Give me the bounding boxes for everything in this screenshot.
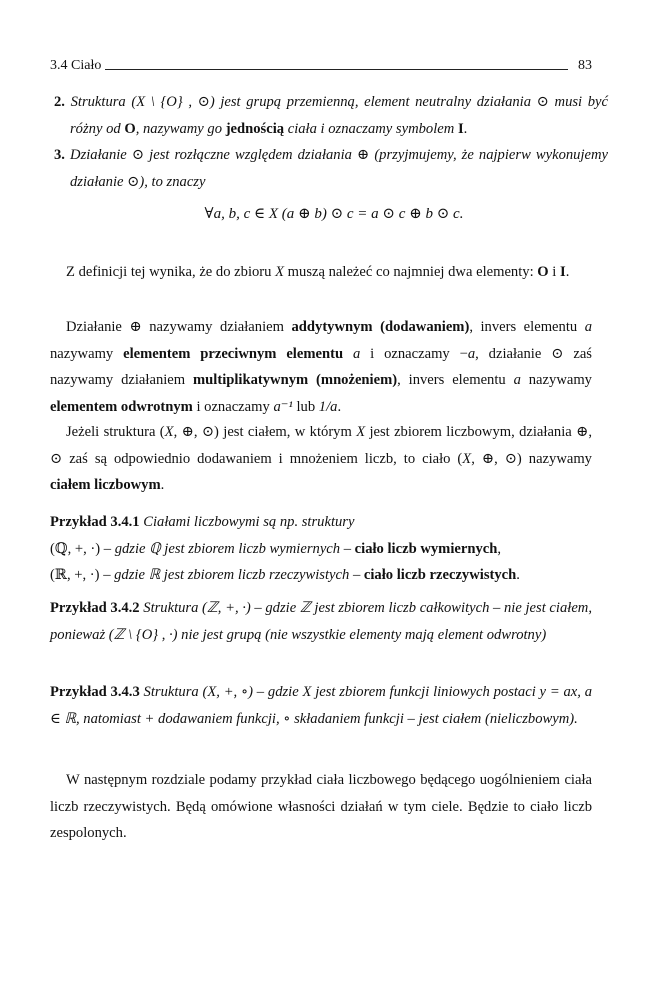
text-run: a <box>584 319 592 335</box>
text-run: W następnym rozdziale podamy przykład ciała liczbowego będącego uogólnieniem ciała liczb rzeczywistych. Będą omówione własności działań w tym ciele. Będzie to ciało liczb zespolonych. <box>50 772 592 841</box>
text-run: addytywnym (dodawaniem) <box>291 319 470 335</box>
text-run: ciałem liczbowym <box>50 477 161 493</box>
text-run: O <box>537 264 549 280</box>
text-run: a <box>513 372 521 388</box>
example-3-4-2 <box>50 595 592 648</box>
text-run: i oznaczamy <box>192 398 274 415</box>
text-run: nazywamy <box>50 345 124 362</box>
text-run: ciała i oznaczamy symbolem <box>284 120 458 137</box>
text-run: , invers elementu <box>397 372 514 388</box>
text-run: i <box>548 264 561 280</box>
text-run: , ⊕, ⊙) jest ciałem, w którym <box>173 424 357 440</box>
section-title: 3.4 Ciało <box>50 58 102 73</box>
text-run: jest zbiorem liczbowym, działania ⊕, ⊙ zaś są odpowiednio dodawaniem i mnożeniem liczb, to ciało ( <box>50 424 592 467</box>
text-run: Z definicji tej wynika, że do zbioru <box>66 264 276 280</box>
text-run: . <box>160 477 165 493</box>
running-header <box>50 54 592 74</box>
header-rule <box>105 69 568 70</box>
item-3 <box>54 142 608 195</box>
text-run: . <box>463 120 468 137</box>
page-number: 83 <box>578 58 592 73</box>
text-run: – gdzie ℚ jest zbiorem liczb wymiernych – <box>103 540 355 557</box>
text-run: Struktura (ℤ, +, ·) – gdzie ℤ jest zbiorem liczb całkowitych – nie jest ciałem, ponieważ (ℤ \ {O} , ·) nie jest grupą (nie wszystkie elementy mają element odwrotny) <box>50 600 592 643</box>
text-run: , invers elementu <box>469 319 585 335</box>
text-run: Przykład 3.4.2 <box>50 600 144 616</box>
text-run: 3. <box>54 147 71 163</box>
text-run: i oznaczamy − <box>360 345 468 362</box>
item-2 <box>54 89 608 142</box>
text-run: a⁻¹ <box>273 398 293 415</box>
para-operations <box>50 314 592 420</box>
text-run <box>343 346 353 362</box>
text-run: X <box>356 424 366 440</box>
text-run: Struktura (X, +, ∘) – gdzie X jest zbiorem funkcji liniowych postaci y = ax, a ∈ ℝ, natomiast + dodawaniem funkcji, ∘ składaniem funkcji – jest ciałem (nieliczbowym). <box>50 684 592 727</box>
text-run: Jeżeli struktura ( <box>66 424 165 440</box>
text-run: – gdzie ℝ jest zbiorem liczb rzeczywistych – <box>103 567 364 583</box>
text-run: Działanie ⊕ nazywamy działaniem <box>66 319 292 335</box>
text-run: Przykład 3.4.3 <box>50 684 144 700</box>
text-run: I <box>457 120 464 137</box>
text-run: Działanie ⊙ jest rozłączne względem działania ⊕ (przyjmujemy, że najpierw wykonujemy działanie ⊙), to znaczy <box>70 147 609 190</box>
text-run: nazywamy <box>520 372 592 388</box>
text-run: jednością <box>225 120 285 137</box>
text-run: a <box>352 345 361 362</box>
distributivity-formula: ∀a, b, c ∈ X (a ⊕ b) ⊙ c = a ⊙ c ⊕ b ⊙ c. <box>204 206 464 222</box>
text-run: lub <box>292 398 319 415</box>
para-numeric-field <box>50 419 592 499</box>
text-run: multiplikatywnym (mnożeniem) <box>193 372 398 388</box>
para-next-chapter <box>50 767 592 847</box>
text-run: Przykład 3.4.1 <box>50 514 144 530</box>
text-run: Ciałami liczbowymi są np. struktury <box>143 514 355 530</box>
text-run: , ⊕, ⊙) nazywamy <box>471 450 592 467</box>
text-run: ciało liczb wymiernych <box>354 540 498 557</box>
text-run: , działanie ⊙ zaś nazywamy działaniem <box>50 345 592 388</box>
text-run: 1/a <box>318 398 338 415</box>
text-run: , nazywamy go <box>135 120 226 137</box>
text-run: O <box>124 120 136 137</box>
text-run: elementem przeciwnym elementu <box>123 345 344 362</box>
text-run: (ℝ, +, ·) <box>50 567 104 583</box>
text-run: . <box>565 264 570 280</box>
text-run: X <box>275 264 285 280</box>
text-run: a <box>467 345 476 362</box>
text-run: . <box>516 567 520 583</box>
para-definition <box>50 259 592 286</box>
text-run: I <box>560 264 566 280</box>
text-run: elementem odwrotnym <box>50 398 193 415</box>
example-3-4-3 <box>50 679 592 732</box>
text-run: muszą należeć co najmniej dwa elementy: <box>284 264 538 280</box>
text-run: Struktura (X \ {O} , ⊙) jest grupą przemienną, element neutralny działania ⊙ musi być różny od <box>70 94 608 137</box>
text-run: X <box>164 424 174 440</box>
text-run: . <box>337 398 342 415</box>
text-run: 2. <box>54 94 71 110</box>
text-run: (ℚ, +, ·) <box>50 540 104 557</box>
example-3-4-1 <box>50 509 592 589</box>
text-run: X <box>462 450 472 467</box>
text-run: ciało liczb rzeczywistych <box>363 567 517 583</box>
text-run: , <box>497 540 501 557</box>
